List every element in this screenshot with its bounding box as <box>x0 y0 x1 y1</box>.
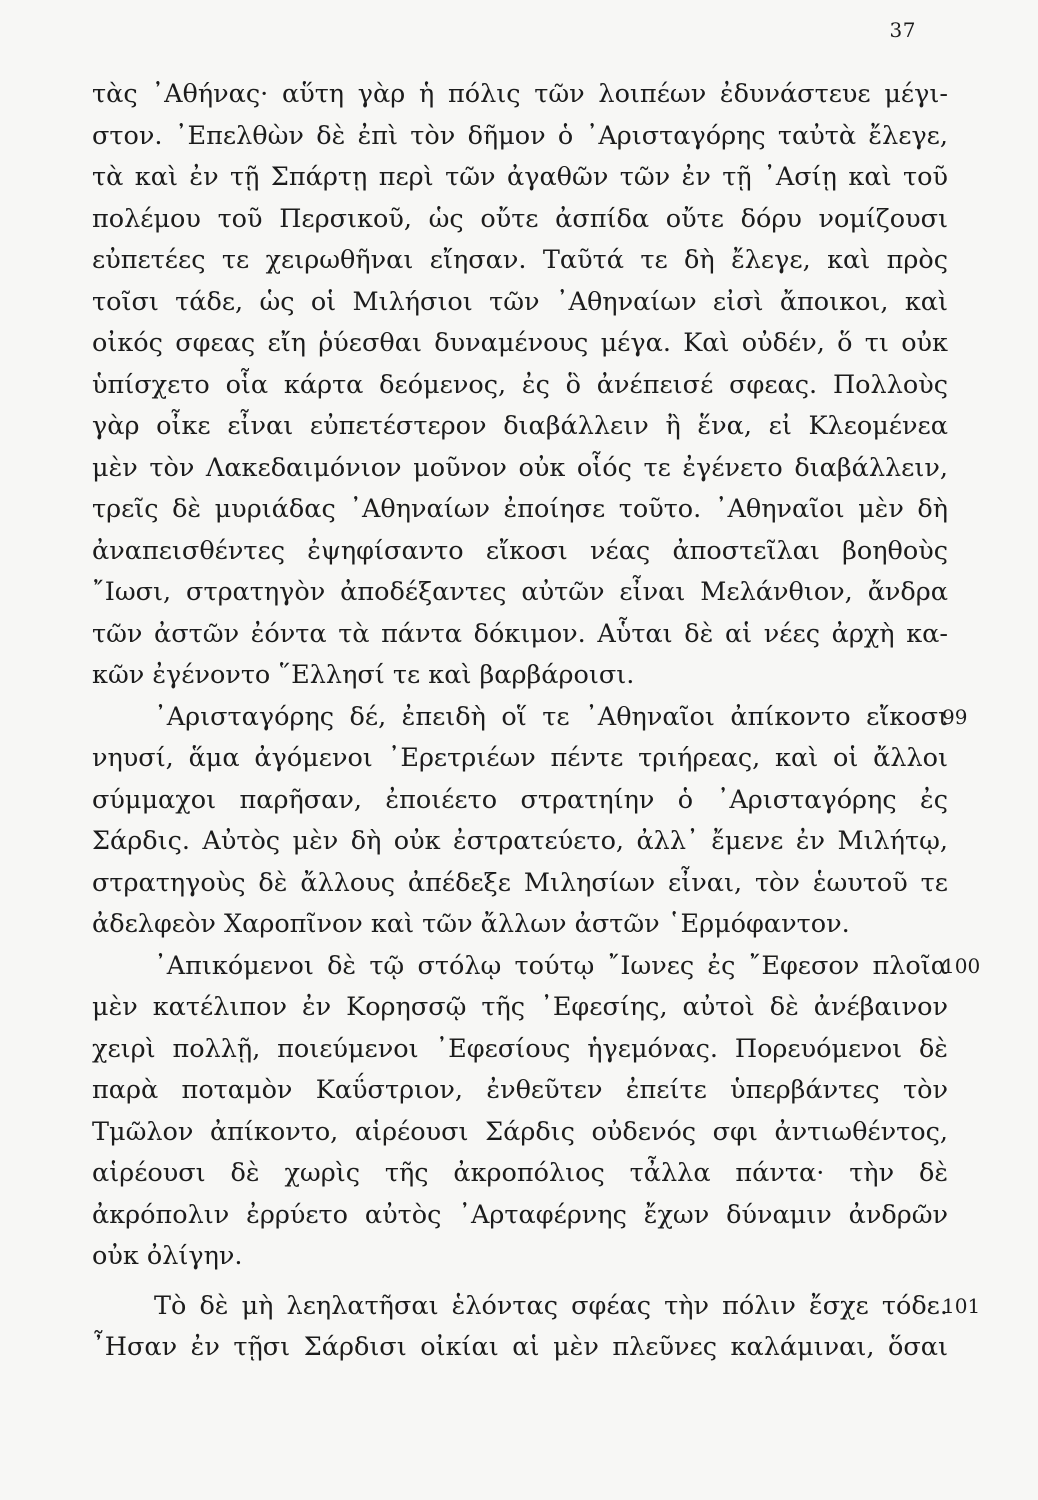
text-line-content: τῶν ἀστῶν ἐόντα τὰ πάντα δόκιμον. Αὗται δὲ αἱ νέες ἀρχὴ κα- <box>92 618 948 649</box>
text-line-content: οἰκός σφεας εἴη ῥύεσθαι δυναμένους μέγα. Καὶ οὐδέν, ὅ τι οὐκ <box>92 328 948 358</box>
text-line-content: Τὸ δὲ μὴ λεηλατῆσαι ἑλόντας σφέας τὴν πόλιν ἔσχε τόδε. <box>154 1290 948 1321</box>
text-line-content: τοῖσι τάδε, ὡς οἱ Μιλήσιοι τῶν ᾿Αθηναίων εἰσὶ ἄποικοι, καὶ <box>92 286 948 317</box>
text-line <box>92 1112 948 1154</box>
text-line <box>92 904 948 946</box>
text-line-content: νηυσί, ἅμα ἀγόμενοι ᾿Ερετριέων πέντε τριήρεας, καὶ οἱ ἄλλοι <box>92 743 948 773</box>
text-line <box>92 282 948 324</box>
text-line <box>92 531 948 573</box>
text-line <box>92 1070 948 1112</box>
text-line <box>92 1327 948 1369</box>
text-line <box>92 489 948 531</box>
text-line-content: μὲν τὸν Λακεδαιμόνιον μοῦνον οὐκ οἷός τε ἐγένετο διαβάλλειν, <box>92 452 948 483</box>
text-line <box>92 863 948 905</box>
text-line-content: παρὰ ποταμὸν Καΰστριον, ἐνθεῦτεν ἐπείτε ὑπερβάντες τὸν <box>92 1075 948 1105</box>
text-line-content: Τμῶλον ἀπίκοντο, αἱρέουσι Σάρδις οὐδενός σφι ἀντιωθέντος, <box>92 1116 948 1147</box>
text-line-content: στον. ᾿Επελθὼν δὲ ἐπὶ τὸν δῆμον ὁ ᾿Αρισταγόρης ταὐτὰ ἔλεγε, <box>92 120 948 151</box>
text-line <box>92 821 948 863</box>
text-line-content: πολέμου τοῦ Περσικοῦ, ὡς οὔτε ἀσπίδα οὔτε δόρυ νομίζουσι <box>92 203 948 234</box>
text-line-content: ἀναπεισθέντες ἐψηφίσαντο εἴκοσι νέας ἀποστεῖλαι βοηθοὺς <box>92 535 948 566</box>
text-line-content: κῶν ἐγένοντο ῞Ελλησί τε καὶ βαρβάροισι. <box>92 660 635 690</box>
text-line <box>92 157 948 199</box>
text-line <box>92 1236 948 1278</box>
text-line-content: ᾿Απικόμενοι δὲ τῷ στόλῳ τούτῳ ῎Ιωνες ἐς ῎Εφεσον πλοῖα <box>154 950 948 981</box>
chapter-number: 101 <box>942 1293 981 1318</box>
text-line <box>92 1153 948 1195</box>
text-line-content: εὐπετέες τε χειρωθῆναι εἴησαν. Ταῦτά τε δὴ ἔλεγε, καὶ πρὸς <box>92 245 948 275</box>
text-line <box>92 406 948 448</box>
text-line-content: γὰρ οἶκε εἶναι εὐπετέστερον διαβάλλειν ἢ ἕνα, εἰ Κλεομένεα <box>92 411 948 441</box>
text-line <box>92 1286 981 1328</box>
chapter-number: 100 <box>942 953 981 978</box>
text-line <box>92 738 948 780</box>
text-line-content: ῎Ιωσι, στρατηγὸν ἀποδέξαντες αὐτῶν εἶναι Μελάνθιον, ἄνδρα <box>92 577 948 607</box>
text-line-content: οὐκ ὀλίγην. <box>92 1241 243 1271</box>
text-line <box>92 323 948 365</box>
text-line-content: αἱρέουσι δὲ χωρὶς τῆς ἀκροπόλιος τἆλλα πάντα· τὴν δὲ <box>92 1158 948 1188</box>
chapter-number: 99 <box>942 704 968 729</box>
text-line <box>92 1195 948 1237</box>
text-line-content: τρεῖς δὲ μυριάδας ᾿Αθηναίων ἐποίησε τοῦτο. ᾿Αθηναῖοι μὲν δὴ <box>92 494 948 524</box>
text-line-content: Σάρδις. Αὐτὸς μὲν δὴ οὐκ ἐστρατεύετο, ἀλλ᾿ ἔμενε ἐν Μιλήτῳ, <box>92 826 948 856</box>
text-line-content: τὰ καὶ ἐν τῇ Σπάρτῃ περὶ τῶν ἀγαθῶν τῶν ἐν τῇ ᾿Ασίῃ καὶ τοῦ <box>92 162 948 192</box>
text-line <box>92 1029 948 1071</box>
text-line-content: ᾿Αρισταγόρης δέ, ἐπειδὴ οἵ τε ᾿Αθηναῖοι ἀπίκοντο εἴκοσι <box>154 701 948 732</box>
text-line <box>92 572 948 614</box>
greek-text-body <box>92 74 981 1369</box>
text-line <box>92 655 948 697</box>
text-line <box>92 780 948 822</box>
text-line-content: τὰς ᾿Αθήνας· αὕτη γὰρ ἡ πόλις τῶν λοιπέων ἐδυνάστευε μέγι- <box>92 79 948 109</box>
text-line-content: ῏Ησαν ἐν τῇσι Σάρδισι οἰκίαι αἱ μὲν πλεῦνες καλάμιναι, ὅσαι <box>92 1332 948 1362</box>
text-line <box>92 987 948 1029</box>
text-line <box>92 199 948 241</box>
text-line <box>92 697 968 739</box>
text-line-content: σύμμαχοι παρῆσαν, ἐποιέετο στρατηίην ὁ ᾿Αρισταγόρης ἐς <box>92 784 948 815</box>
text-line-content: ἀκρόπολιν ἐρρύετο αὐτὸς ᾿Αρταφέρνης ἔχων δύναμιν ἀνδρῶν <box>92 1199 948 1230</box>
text-line-content: ἀδελφεὸν Χαροπῖνον καὶ τῶν ἄλλων ἀστῶν ῾Ερμόφαντον. <box>92 909 850 939</box>
text-line-content: χειρὶ πολλῇ, ποιεύμενοι ᾿Εφεσίους ἡγεμόνας. Πορευόμενοι δὲ <box>92 1033 948 1064</box>
text-line <box>92 240 948 282</box>
text-line <box>92 614 948 656</box>
page-number: 37 <box>889 18 916 42</box>
text-line <box>92 74 948 116</box>
text-line <box>92 448 948 490</box>
text-line <box>92 946 981 988</box>
text-line <box>92 116 948 158</box>
text-line-content: μὲν κατέλιπον ἐν Κορησσῷ τῆς ᾿Εφεσίης, αὐτοὶ δὲ ἀνέβαινον <box>92 992 948 1022</box>
text-line <box>92 365 948 407</box>
text-line-content: στρατηγοὺς δὲ ἄλλους ἀπέδεξε Μιλησίων εἶναι, τὸν ἑωυτοῦ τε <box>92 867 948 898</box>
text-line-content: ὑπίσχετο οἷα κάρτα δεόμενος, ἐς ὃ ἀνέπεισέ σφεας. Πολλοὺς <box>92 369 948 400</box>
